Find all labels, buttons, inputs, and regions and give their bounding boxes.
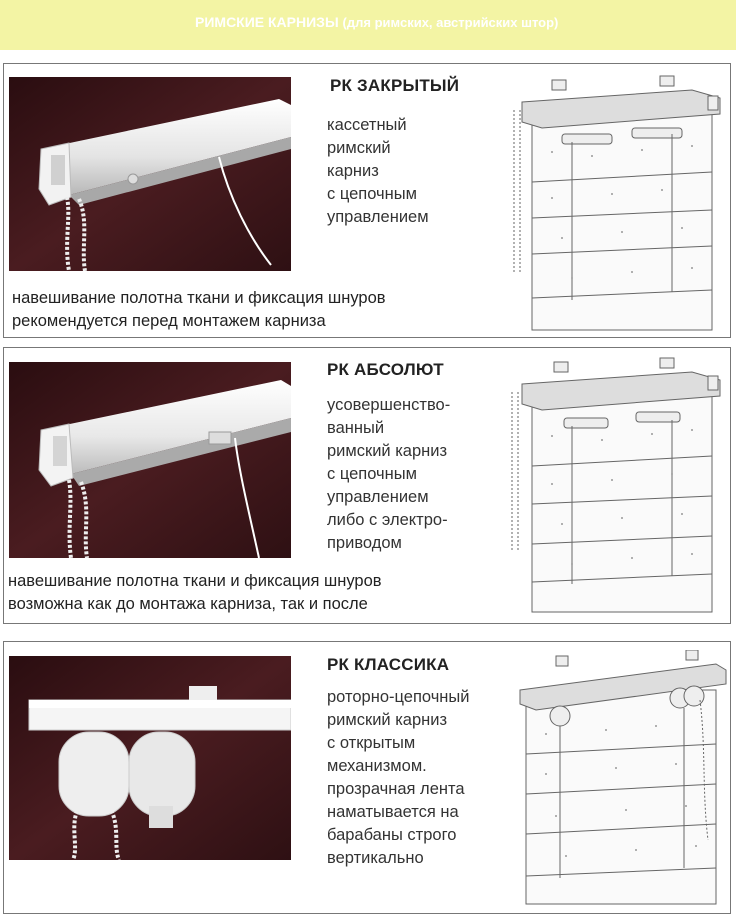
product-note-absolute: навешивание полотна ткани и фиксация шнуров возможна как до монтажа карниза, так и после [8, 572, 382, 613]
product-title-classic: РК КЛАССИКА [327, 655, 450, 674]
product-card-absolute [3, 347, 731, 624]
product-description-closed: кассетный римский карниз с цепочным управлением [327, 116, 429, 226]
absolute-rail-photo [9, 362, 291, 558]
product-card-classic [3, 641, 731, 914]
product-description-absolute: усовершенство- ванный римский карниз с цепочным управлением либо с электро- приводом [327, 396, 451, 552]
product-card-closed [3, 63, 731, 338]
product-title-closed: РК ЗАКРЫТЫЙ [330, 76, 460, 95]
roman-blind-rotor-diagram [516, 650, 728, 908]
closed-cassette-rail-photo [9, 77, 291, 271]
roman-blind-diagram [492, 72, 722, 332]
product-description-classic: роторно-цепочный римский карниз с открытым механизмом. прозрачная лента наматывается на барабаны строго вертикально [327, 688, 470, 867]
header-title-subtitle: (для римских, австрийских штор) [342, 15, 559, 30]
header-title [195, 14, 558, 30]
roman-blind-diagram [492, 354, 722, 616]
product-title-absolute: РК АБСОЛЮТ [327, 360, 444, 379]
header-title-main: РИМСКИЕ КАРНИЗЫ [195, 14, 339, 30]
classic-rotor-rail-photo [9, 656, 291, 860]
product-note-closed: навешивание полотна ткани и фиксация шнуров рекомендуется перед монтажем карниза [12, 289, 386, 330]
header-banner [0, 0, 736, 50]
